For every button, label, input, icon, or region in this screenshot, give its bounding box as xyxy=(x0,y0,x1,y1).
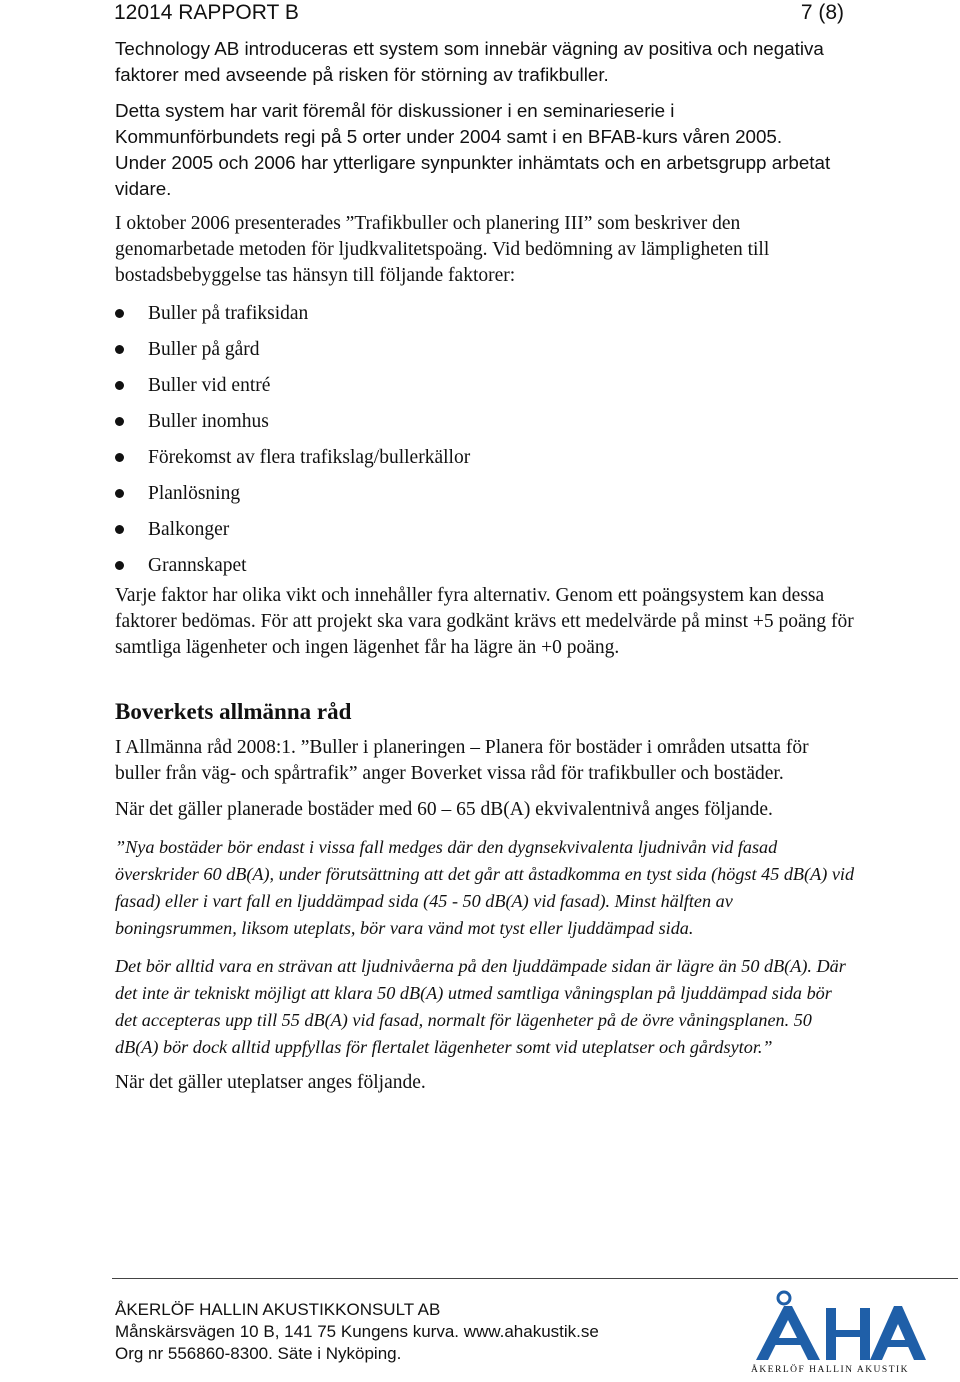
bullet-icon xyxy=(115,345,124,354)
bullet-icon xyxy=(115,381,124,390)
paragraph-seminar xyxy=(115,98,855,202)
page-header xyxy=(114,0,844,26)
paragraph-boverket: I Allmänna råd 2008:1. ”Buller i planeringen – Planera för bostäder i områden utsatta för buller från väg- och spårtrafik” anger Boverket vissa råd för trafikbuller och bostäder. xyxy=(115,737,809,784)
list-item: Buller vid entré xyxy=(115,373,855,409)
quote-first: ”Nya bostäder bör endast i vissa fall medges där den dygnsekvivalenta ljudnivån vid fasad överskrider 60 dB(A), under förutsättning att det går att åstadkomma en tyst sida (högst 45 dB(A) vid fasad) eller i vart fall en ljuddämpad sida (45 - 50 dB(A) vid fasad). Minst hälften av boningsrummen, liksom uteplats, bör vara vänd mot tyst eller ljuddämpad sida. xyxy=(115,837,855,938)
footer-divider xyxy=(112,1278,958,1279)
company-name: ÅKERLÖF HALLIN AKUSTIKKONSULT AB xyxy=(115,1300,441,1319)
bullet-icon xyxy=(115,417,124,426)
document-id: 12014 RAPPORT B xyxy=(114,1,299,24)
factor-list xyxy=(115,301,855,589)
paragraph-planned-housing: När det gäller planerade bostäder med 60 – 65 dB(A) ekvivalentnivå anges följande. xyxy=(115,799,773,820)
page-number: 7 (8) xyxy=(800,1,844,24)
paragraph-seminar-line1: Detta system har varit föremål för diskussioner i en seminarieserie i xyxy=(115,100,675,121)
list-item: Planlösning xyxy=(115,481,855,517)
list-item: Buller inomhus xyxy=(115,409,855,445)
list-item: Buller på trafiksidan xyxy=(115,301,855,337)
company-address: Månskärsvägen 10 B, 141 75 Kungens kurva. www.ahakustik.se xyxy=(115,1322,599,1341)
bullet-icon xyxy=(115,453,124,462)
list-item: Grannskapet xyxy=(115,553,855,589)
logo-text: ÅKERLÖF HALLIN AKUSTIK xyxy=(750,1365,910,1375)
section-heading: Boverkets allmänna råd xyxy=(115,699,352,724)
paragraph-method: I oktober 2006 presenterades ”Trafikbuller och planering III” som beskriver den genomarbetade metoden för ljudkvalitetspoäng. Vid bedömning av lämpligheten till bostadsbebyggelse tas hänsyn till följande faktorer: xyxy=(115,213,770,286)
company-orgnr: Org nr 556860-8300. Säte i Nyköping. xyxy=(115,1344,402,1363)
paragraph-seminar-line2: Kommunförbundets regi på 5 orter under 2004 samt i en BFAB-kurs våren 2005. xyxy=(115,126,783,147)
logo-mark: ÅHA xyxy=(734,1290,737,1291)
bullet-icon xyxy=(115,525,124,534)
bullet-icon xyxy=(115,561,124,570)
paragraph-seminar-rest: Under 2005 och 2006 har ytterligare synpunkter inhämtats och en arbetsgrupp arbetat vidare. xyxy=(115,152,831,199)
footer xyxy=(115,1299,599,1365)
paragraph-outdoor: När det gäller uteplatser anges följande. xyxy=(115,1072,426,1093)
bullet-icon xyxy=(115,309,124,318)
bullet-icon xyxy=(115,489,124,498)
report-body xyxy=(115,36,855,1096)
paragraph-intro: Technology AB introduceras ett system som innebär vägning av positiva och negativa faktorer med avseende på risken för störning av trafikbuller. xyxy=(115,38,824,85)
list-item: Förekomst av flera trafikslag/bullerkällor xyxy=(115,445,855,481)
list-item: Balkonger xyxy=(115,517,855,553)
quote-second: Det bör alltid vara en strävan att ljudnivåerna på den ljuddämpade sidan är lägre än 50 dB(A). Där det inte är tekniskt möjligt att klara 50 dB(A) utmed samtliga våningsplan på ljuddämpad sida bör det accepteras upp till 55 dB(A) vid fasad, normalt för lägenheter på de övre våningsplanen. 50 dB(A) bör dock alltid uppfyllas för flertalet lägenheter somt vid uteplatser och gårdsytor.” xyxy=(115,956,846,1057)
list-item: Buller på gård xyxy=(115,337,855,373)
paragraph-scoring: Varje faktor har olika vikt och innehåller fyra alternativ. Genom ett poängsystem kan dessa faktorer bedömas. För att projekt ska vara godkänt krävs ett medelvärde på minst +5 poäng för samtliga lägenheter och ingen lägenhet får ha lägre än +0 poäng. xyxy=(115,585,854,658)
